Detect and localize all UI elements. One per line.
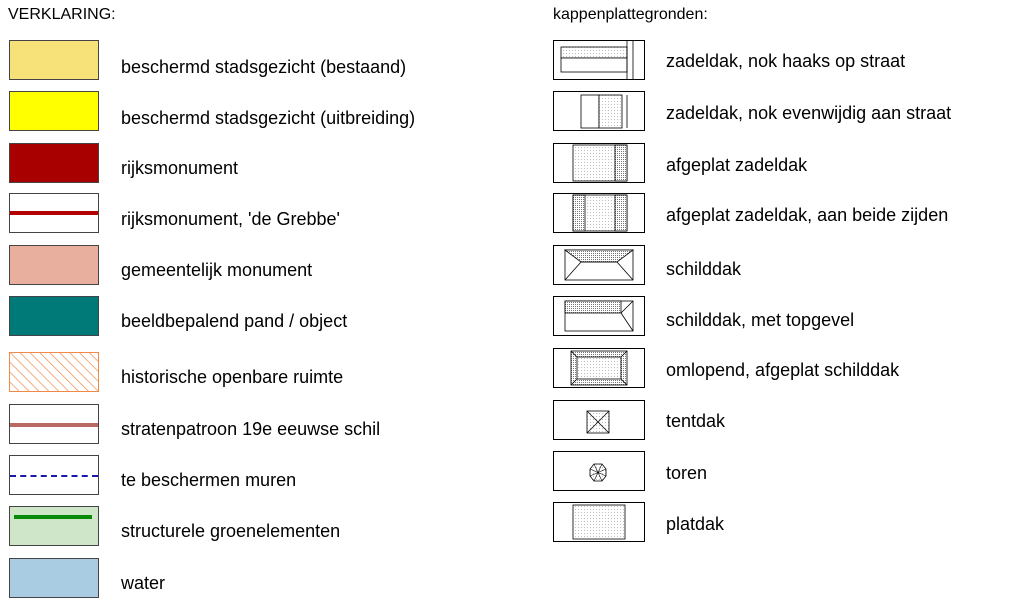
pyramid-roof-icon: [553, 400, 645, 440]
gable-perpendicular-icon: [553, 40, 645, 80]
swatch-beeldbepalend: [9, 296, 99, 336]
hip-roof-gable-icon: [553, 296, 645, 336]
legend-label: gemeentelijk monument: [121, 260, 313, 280]
legend-label: beeldbepalend pand / object: [121, 311, 348, 331]
flattened-gable-both-icon: [553, 193, 645, 233]
roof-label: tentdak: [666, 411, 726, 431]
legend-label: historische openbare ruimte: [121, 367, 344, 387]
roof-label: schilddak: [666, 259, 742, 279]
hip-roof-icon: [553, 245, 645, 285]
swatch-stadsgezicht-bestaand: [9, 40, 99, 80]
swatch-water: [9, 558, 99, 598]
legend-label: te beschermen muren: [121, 470, 297, 490]
flat-roof-icon: [553, 502, 645, 542]
swatch-rijksmonument-grebbe: [9, 193, 99, 233]
legend-label: water: [121, 573, 166, 593]
roof-label: afgeplat zadeldak, aan beide zijden: [666, 205, 949, 225]
swatch-te-beschermen-muren: [9, 455, 99, 495]
swatch-stadsgezicht-uitbreiding: [9, 91, 99, 131]
legend-label: beschermd stadsgezicht (bestaand): [121, 57, 407, 77]
legend-title: VERKLARING:: [8, 6, 116, 23]
roof-label: platdak: [666, 514, 725, 534]
roof-label: omlopend, afgeplat schilddak: [666, 360, 900, 380]
legend-label: structurele groenelementen: [121, 521, 341, 541]
legend-label: beschermd stadsgezicht (uitbreiding): [121, 108, 416, 128]
legend-label: rijksmonument: [121, 158, 239, 178]
roof-label: zadeldak, nok evenwijdig aan straat: [666, 103, 952, 123]
flattened-gable-icon: [553, 143, 645, 183]
roofs-title: kappenplattegronden:: [553, 6, 708, 23]
roof-label: zadeldak, nok haaks op straat: [666, 51, 906, 71]
legend-label: rijksmonument, 'de Grebbe': [121, 209, 340, 229]
tower-icon: [553, 451, 645, 491]
legend-label: stratenpatroon 19e eeuwse schil: [121, 419, 381, 439]
roof-label: afgeplat zadeldak: [666, 155, 808, 175]
swatch-groenelementen: [9, 506, 99, 546]
swatch-stratenpatroon: [9, 404, 99, 444]
gable-parallel-icon: [553, 91, 645, 131]
swatch-gemeentelijk-monument: [9, 245, 99, 285]
roof-label: schilddak, met topgevel: [666, 310, 855, 330]
flattened-hip-roof-icon: [553, 348, 645, 388]
roof-label: toren: [666, 463, 708, 483]
swatch-historische-ruimte: [9, 352, 99, 392]
swatch-rijksmonument: [9, 143, 99, 183]
